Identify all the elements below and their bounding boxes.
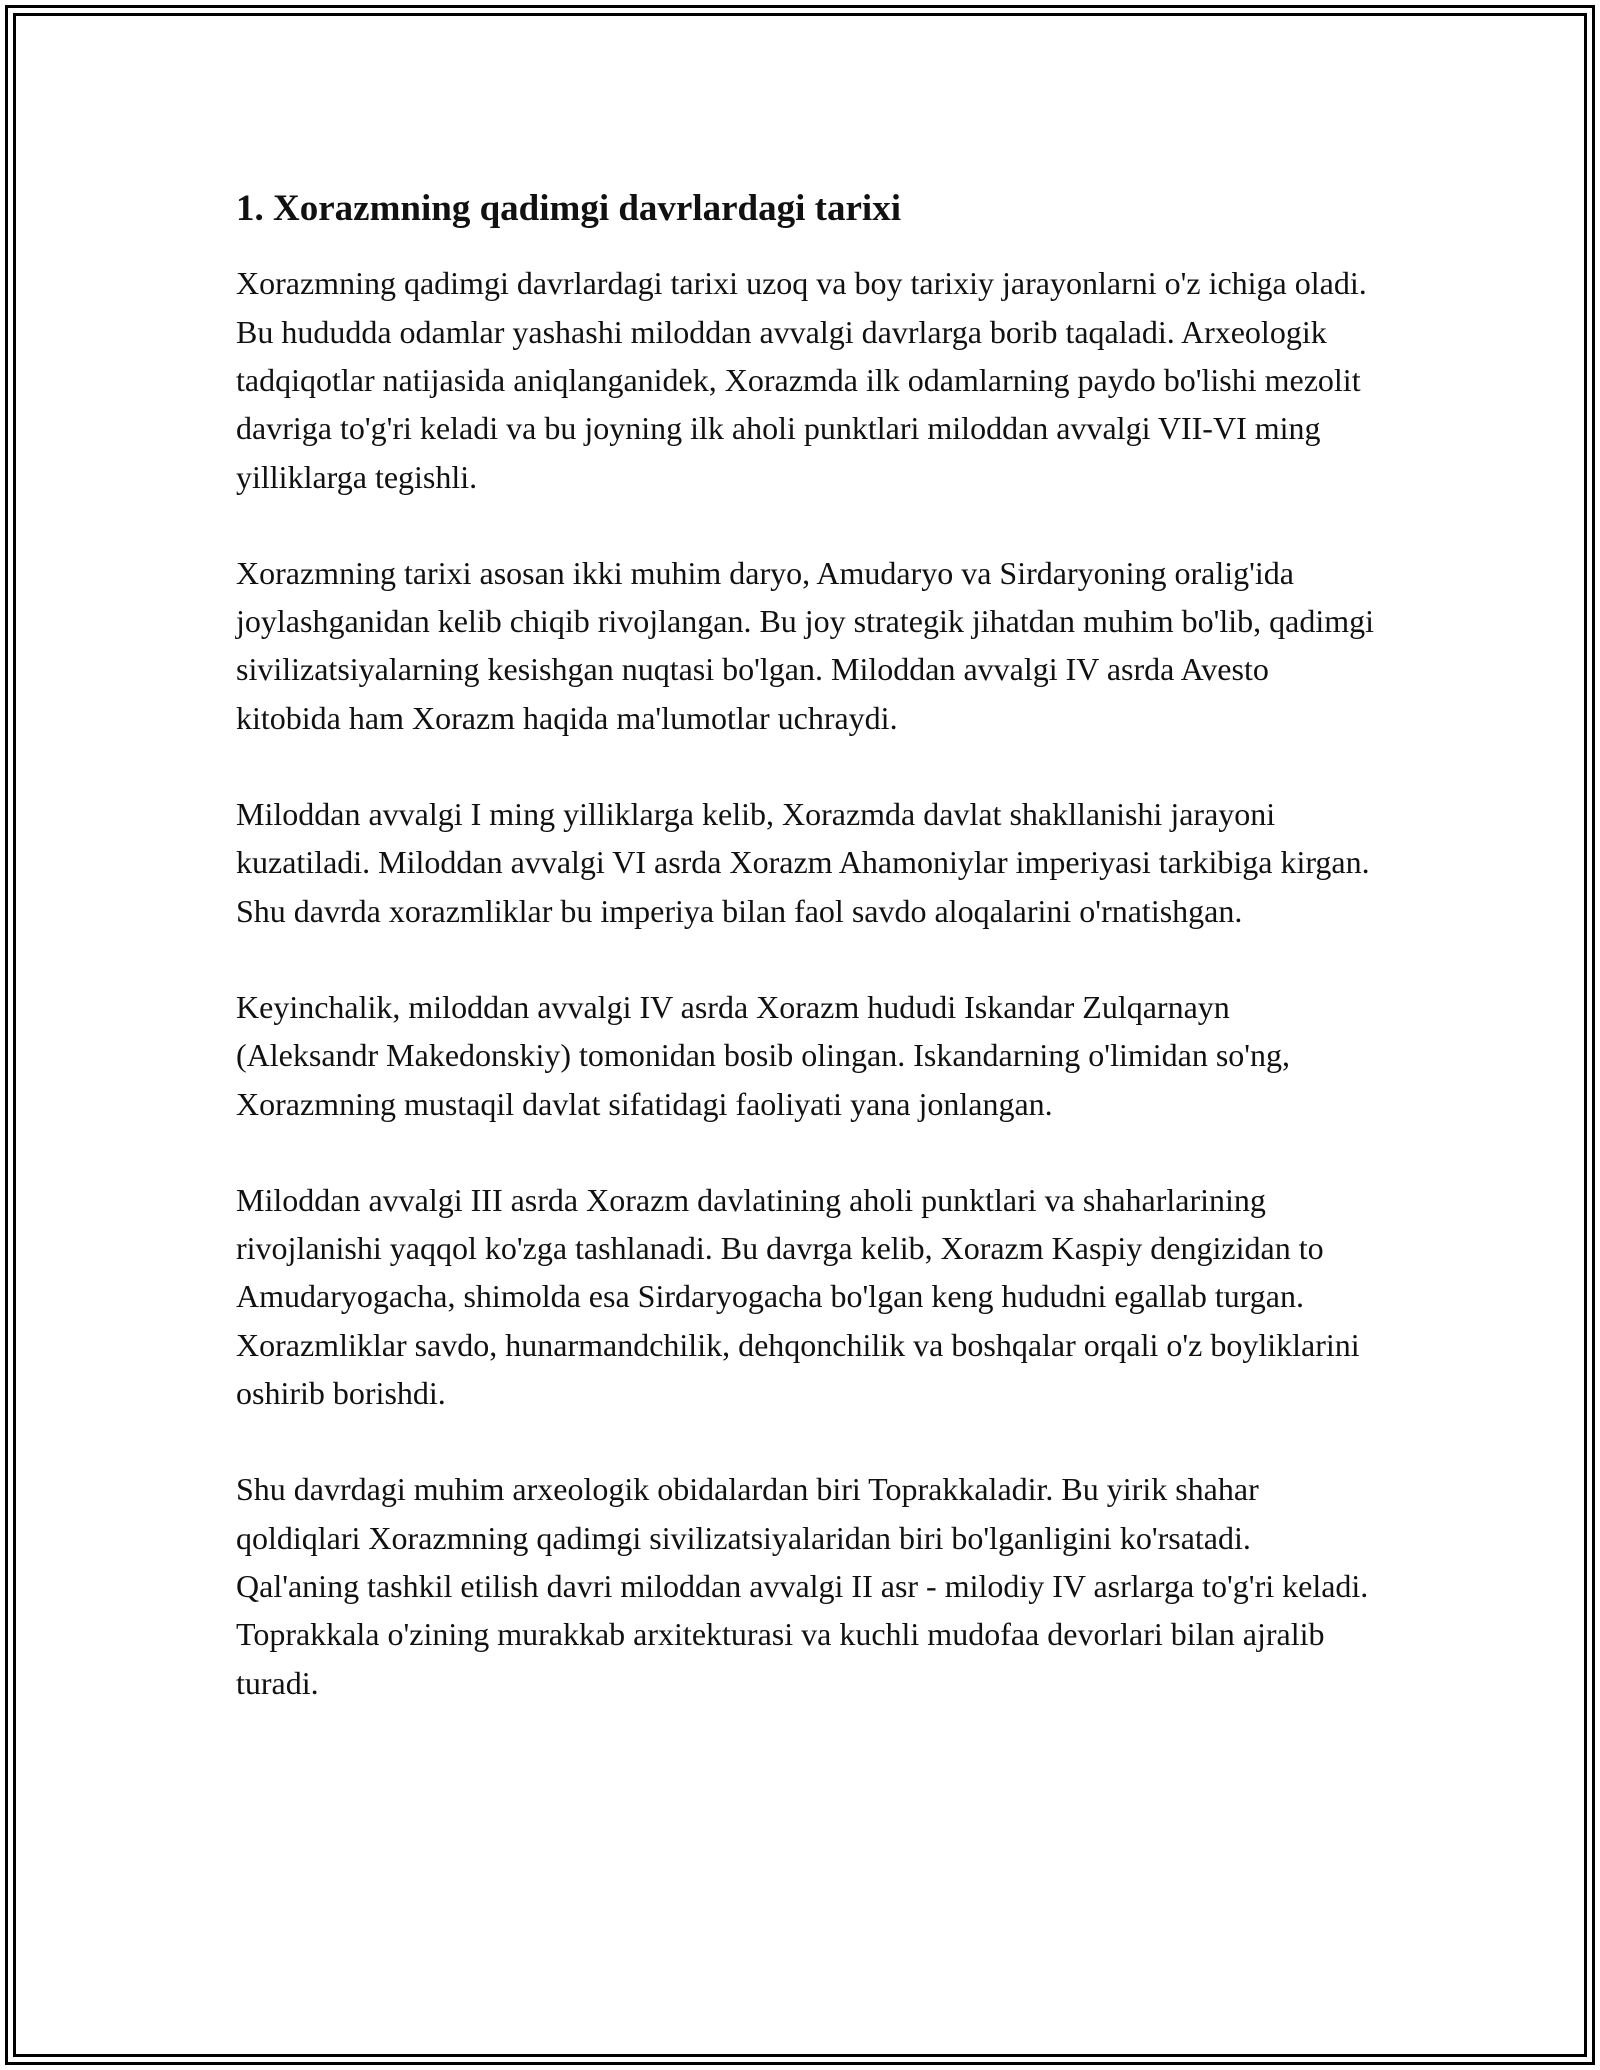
document-body	[236, 187, 1376, 1755]
paragraph-5: Miloddan avvalgi III asrda Xorazm davlatining aholi punktlari va shaharlarining rivojlanishi yaqqol ko'zga tashlanadi. Bu davrga kelib, Xorazm Kaspiy dengizidan to Amudaryogacha, shimolda esa Sirdaryogacha bo'lgan keng hududni egallab turgan. Xorazmliklar savdo, hunarmandchilik, dehqonchilik va boshqalar orqali o'z boyliklarini oshirib borishdi.	[236, 1181, 1360, 1412]
paragraph-4: Keyinchalik, miloddan avvalgi IV asrda Xorazm hududi Iskandar Zulqarnayn (Aleksandr Makedonskiy) tomonidan bosib olingan. Iskandarning o'limidan so'ng, Xorazmning mustaqil davlat sifatidagi faoliyati yana jonlangan.	[236, 988, 1291, 1122]
paragraph-3: Miloddan avvalgi I ming yilliklarga kelib, Xorazmda davlat shakllanishi jarayoni kuzatiladi. Miloddan avvalgi VI asrda Xorazm Ahamoniylar imperiyasi tarkibiga kirgan. Shu davrda xorazmliklar bu imperiya bilan faol savdo aloqalarini o'rnatishgan.	[236, 796, 1370, 929]
paragraph-1: Xorazmning qadimgi davrlardagi tarixi uzoq va boy tarixiy jarayonlarni o'z ichiga oladi. Bu hududda odamlar yashashi miloddan avvalgi davrlarga borib taqaladi. Arxeologik tadqiqotlar natijasida aniqlanganidek, Xorazmda ilk odamlarning paydo bo'lishi mezolit davriga to'g'ri keladi va bu joyning ilk aholi punktlari miloddan avvalgi VII-VI ming yilliklarga tegishli.	[236, 265, 1367, 495]
paragraph-2: Xorazmning tarixi asosan ikki muhim daryo, Amudaryo va Sirdaryoning oralig'ida joylashganidan kelib chiqib rivojlangan. Bu joy strategik jihatdan muhim bo'lib, qadimgi sivilizatsiyalarning kesishgan nuqtasi bo'lgan. Miloddan avvalgi IV asrda Avesto kitobida ham Xorazm haqida ma'lumotlar uchraydi.	[236, 554, 1375, 736]
document-title: 1. Xorazmning qadimgi davrlardagi tarixi	[236, 188, 901, 229]
paragraph-6: Shu davrdagi muhim arxeologik obidalardan biri Toprakkaladir. Bu yirik shahar qoldiqlari Xorazmning qadimgi sivilizatsiyalaridan biri bo'lganligini ko'rsatadi. Qal'aning tashkil etilish davri miloddan avvalgi II asr - milodiy IV asrlarga to'g'ri keladi. Toprakkala o'zining murakkab arxitekturasi va kuchli mudofaa devorlari bilan ajralib turadi.	[236, 1471, 1369, 1701]
